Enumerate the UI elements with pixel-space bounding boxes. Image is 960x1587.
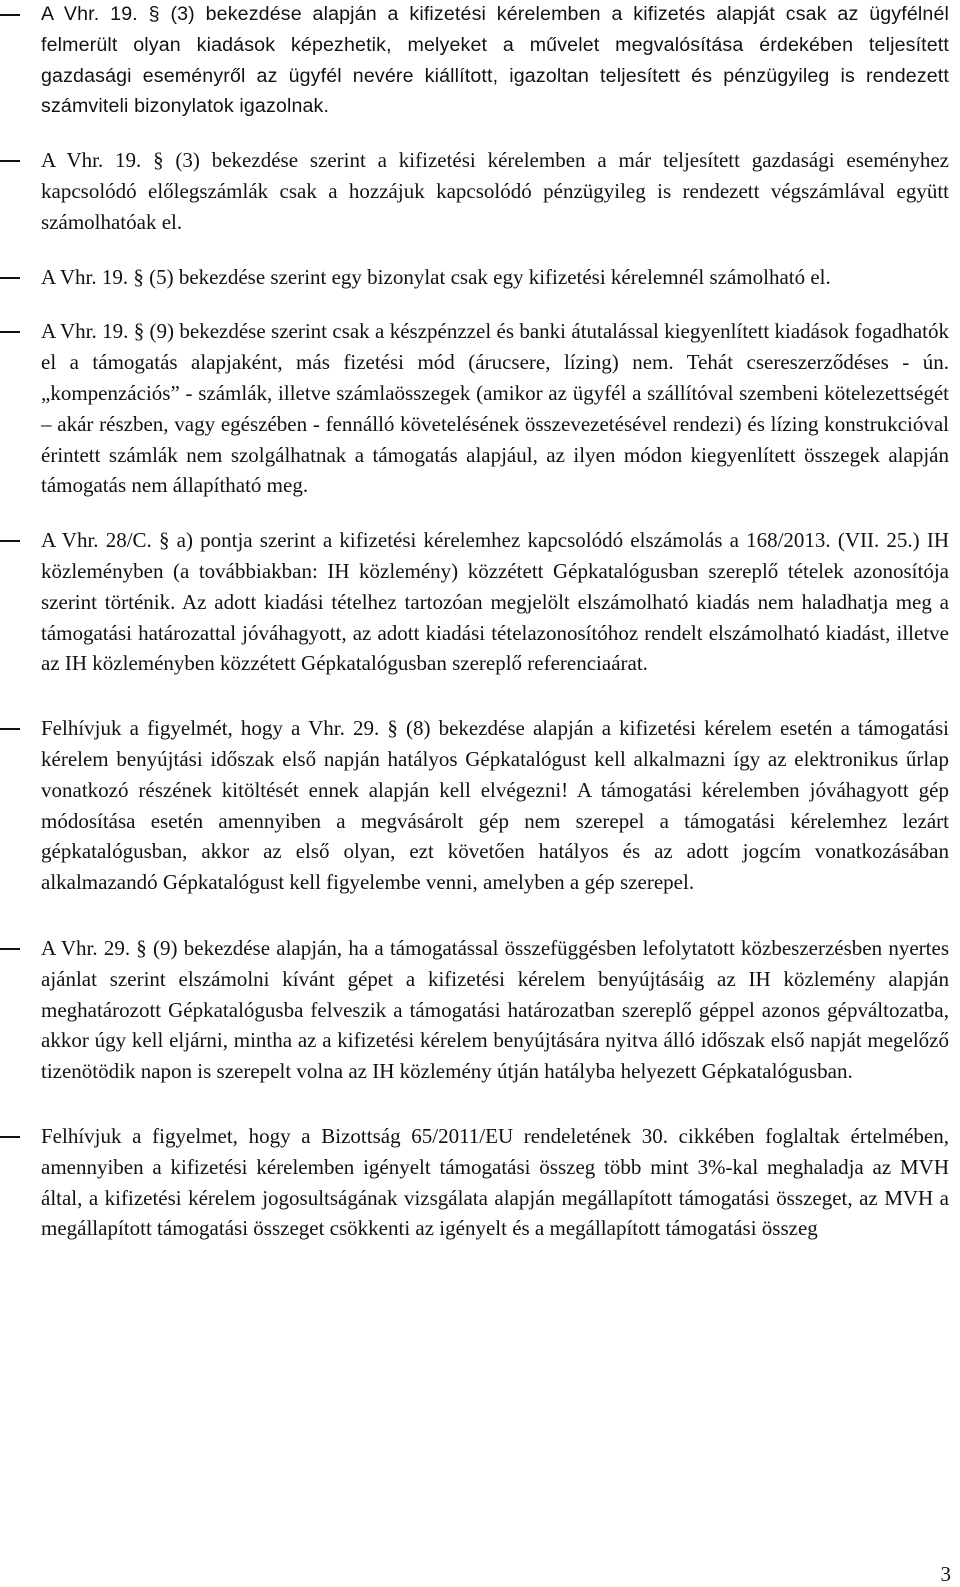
list-item xyxy=(0,316,949,501)
dash-bullet-icon xyxy=(0,948,20,950)
dash-bullet-icon xyxy=(0,160,20,162)
page-number: 3 xyxy=(940,1562,951,1586)
dash-bullet-icon xyxy=(0,331,20,333)
list-item xyxy=(0,933,949,1087)
paragraph-text: Felhívjuk a figyelmét, hogy a Vhr. 29. § (8) bekezdése alapján a kifizetési kérelem esetén a támogatási kérelem benyújtási időszak első napján hatályos Gépkatalógust kell alkalmazni így az elektronikus űrlap vonatkozó részének kitöltését ennek alapján kell elvégezni! A támogatási kérelemben jóváhagyott gép módosítása esetén amennyiben a megvásárolt gép nem szerepel a támogatási kérelemhez lezárt gépkatalógusban, akkor az első olyan, ezt követően hatályos és az adott jogcím vonatkozásában alkalmazandó Gépkatalógust kell figyelembe venni, amelyben a gép szerepel. xyxy=(41,716,949,895)
list-item xyxy=(0,525,949,679)
dash-bullet-icon xyxy=(0,540,20,542)
paragraph-text: A Vhr. 29. § (9) bekezdése alapján, ha a támogatással összefüggésben lefolytatott közbeszerzésben nyertes ajánlat szerint elszámolni kívánt gépet a kifizetési kérelem benyújtásáig az IH közlemény alapján meghatározott Gépkatalógusba felveszik a támogatási határozatban szereplő géppel azonos gépváltozatba, akkor úgy kell eljárni, mintha az a kifizetési kérelem benyújtására nyitva álló időszak első napját megelőző tizenötödik napon is szerepelt volna az IH közlemény útján hatályba helyezett Gépkatalógusban. xyxy=(41,935,949,1084)
paragraph-text: A Vhr. 19. § (5) bekezdése szerint egy bizonylat csak egy kifizetési kérelemnél számolható el. xyxy=(41,264,831,289)
paragraph-text: Felhívjuk a figyelmet, hogy a Bizottság 65/2011/EU rendeletének 30. cikkében foglaltak értelmében, amennyiben a kifizetési kérelemben igényelt támogatási összeg több mint 3%-kal meghaladja az MVH által, a kifizetési kérelem jogosultságának vizsgálata alapján megállapított támogatási összeget, az MVH a megállapított támogatási összeget csökkenti az igényelt és a megállapított támogatási összeg xyxy=(41,1123,949,1241)
list-item xyxy=(0,145,949,237)
paragraph-text: A Vhr. 19. § (9) bekezdése szerint csak a készpénzzel és banki átutalással kiegyenlített kiadások fogadhatók el a támogatás alapjaként, más fizetési mód (árucsere, lízing) nem. Tehát csereszerződéses - ún. „kompenzációs” - számlák, illetve számlaösszegek (amikor az ügyfél a szállítóval szembeni kötelezettségét – akár részben, vagy egészében - fennálló követelésének összevezetésével rendezi) és lízing konstrukcióval érintett számlák nem szolgálhatnak a támogatás alapjául, az ilyen módon kiegyenlített összegek alapján támogatás nem állapítható meg. xyxy=(41,319,949,498)
list-item xyxy=(0,0,949,122)
list-item xyxy=(0,713,949,898)
list-item xyxy=(0,262,949,293)
paragraph-text: A Vhr. 19. § (3) bekezdése alapján a kifizetési kérelemben a kifizetés alapját csak az ügyfélnél felmerült olyan kiadások képezhetik, melyeket a művelet megvalósítása érdekében teljesített gazdasági eseményről az ügyfél nevére kiállított, igazoltan teljesített és pénzügyileg is rendezett számviteli bizonylatok igazolnak. xyxy=(41,3,949,118)
paragraph-text: A Vhr. 19. § (3) bekezdése szerint a kifizetési kérelemben a már teljesített gazdasági eseményhez kapcsolódó előlegszámlák csak a hozzájuk kapcsolódó pénzügyileg is rendezett végszámlával együtt számolhatóak el. xyxy=(41,148,949,234)
dash-bullet-icon xyxy=(0,728,20,730)
dash-bullet-icon xyxy=(0,1136,20,1138)
dash-bullet-icon xyxy=(0,14,20,16)
paragraph-text: A Vhr. 28/C. § a) pontja szerint a kifizetési kérelemhez kapcsolódó elszámolás a 168/2013. (VII. 25.) IH közleményben (a továbbiakban: IH közlemény) közzétett Gépkatalógusban szereplő tételek azonosítója szerint történik. Az adott kiadási tételhez tartozóan megjelölt elszámolható kiadás nem haladhatja meg a támogatási határozattal jóváhagyott, az adott kiadási tételazonosítóhoz rendelt elszámolható kiadást, illetve az IH közleményben közzétett Gépkatalógusban szereplő referenciaárat. xyxy=(41,528,949,676)
list-item xyxy=(0,1121,949,1244)
dash-bullet-icon xyxy=(0,277,20,279)
